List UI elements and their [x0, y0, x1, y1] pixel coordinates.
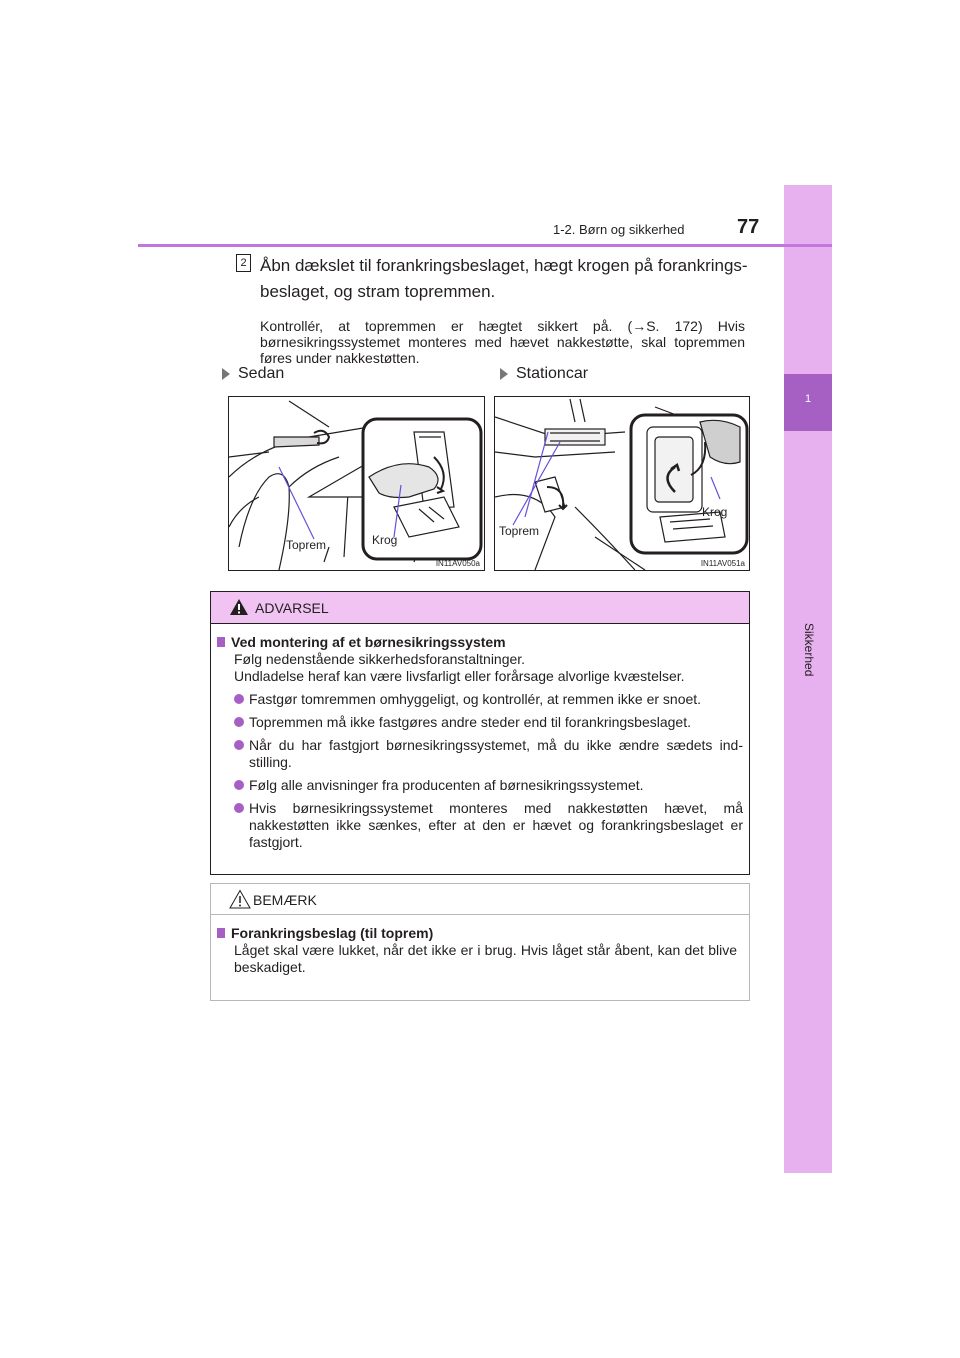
caption-text: Sedan — [238, 365, 285, 382]
step-instruction: Åbn dækslet til forankringsbeslaget, hægt krogen på forankrings-beslaget, og stram topremmen. — [260, 256, 748, 301]
bullet-dot-icon — [234, 740, 244, 750]
bullet-text: Topremmen må ikke fastgøres andre steder end til forankringsbeslaget. — [249, 714, 691, 730]
page-number: 77 — [737, 216, 760, 238]
section-label: 1-2. Børn og sikkerhed — [553, 222, 685, 237]
bullet-text: Følg alle anvisninger fra producenten af børnesikringssystemet. — [249, 777, 644, 793]
bullet-dot-icon — [234, 717, 244, 727]
warning-intro-1: Følg nedenstående sikkerhedsforanstaltninger. — [234, 651, 526, 667]
note-text: Låget skal være lukket, når det ikke er i brug. Hvis låget står åbent, kan det blive beskadiget. — [234, 942, 737, 975]
square-bullet-icon — [217, 637, 225, 647]
note-title: BEMÆRK — [253, 892, 317, 908]
step-number-badge: 2 — [236, 254, 251, 272]
stationcar-anchor-illustration — [495, 397, 749, 570]
header-rule-tab — [784, 244, 832, 247]
warning-bullet — [217, 737, 743, 771]
header-rule — [138, 244, 784, 247]
warning-intro-2: Undladelse heraf kan være livsfarligt eller forårsage alvorlige kvæstelser. — [234, 668, 685, 684]
figure-caption-stationcar — [500, 365, 588, 383]
bullet-dot-icon — [234, 803, 244, 813]
bullet-text: Når du har fastgjort børnesikringssystemet, må du ikke ændre sædets ind-stilling. — [249, 737, 743, 770]
warning-bullet — [217, 714, 743, 731]
note-content — [211, 915, 749, 976]
warning-subheading — [217, 634, 743, 651]
warning-title: ADVARSEL — [255, 600, 329, 616]
chapter-title: Sikkerhed — [802, 623, 816, 677]
note-subheading-text: Forankringsbeslag (til toprem) — [231, 925, 434, 941]
warning-bullet — [217, 800, 743, 851]
warning-bullet — [217, 777, 743, 794]
warning-triangle-icon — [229, 598, 249, 616]
label-krog: Krog — [372, 533, 398, 547]
note-header — [211, 884, 749, 915]
figure-sedan — [228, 396, 485, 571]
bullet-dot-icon — [234, 694, 244, 704]
warning-header — [211, 592, 749, 624]
caption-arrow-icon — [500, 368, 508, 380]
caption-arrow-icon — [222, 368, 230, 380]
sedan-anchor-illustration — [229, 397, 484, 570]
caption-text: Stationcar — [516, 365, 589, 382]
warning-content — [211, 624, 749, 851]
label-toprem: Toprem — [286, 538, 327, 552]
figure-caption-sedan — [222, 365, 284, 383]
figure-stationcar — [494, 396, 750, 571]
warning-subheading-text: Ved montering af et børnesikringssystem — [231, 634, 506, 650]
warning-box — [210, 591, 750, 875]
note-subheading — [217, 925, 743, 942]
step-note: Kontrollér, at topremmen er hægtet sikkert på. (→S. 172) Hvis børnesikringssystemet monteres med hævet nakkestøtte, skal topremmen føres under nakkestøtten. — [260, 318, 745, 366]
bullet-dot-icon — [234, 780, 244, 790]
warning-bullet — [217, 691, 743, 708]
note-box — [210, 883, 750, 1001]
chapter-side-tab — [784, 185, 832, 1173]
chapter-number: 1 — [804, 393, 812, 405]
caution-triangle-icon — [229, 889, 251, 909]
label-toprem: Toprem — [499, 524, 540, 538]
figure-code: IN11AV050a — [435, 559, 480, 568]
bullet-text: Fastgør tomremmen omhyggeligt, og kontrollér, at remmen ikke er snoet. — [249, 691, 702, 707]
figure-code: IN11AV051a — [700, 559, 745, 568]
square-bullet-icon — [217, 928, 225, 938]
label-krog: Krog — [702, 505, 728, 519]
bullet-text: Hvis børnesikringssystemet monteres med nakkestøtten hævet, må nakkestøtten ikke sænkes, efter at den er hævet og forankringsbeslaget er fastgjort. — [249, 800, 743, 850]
